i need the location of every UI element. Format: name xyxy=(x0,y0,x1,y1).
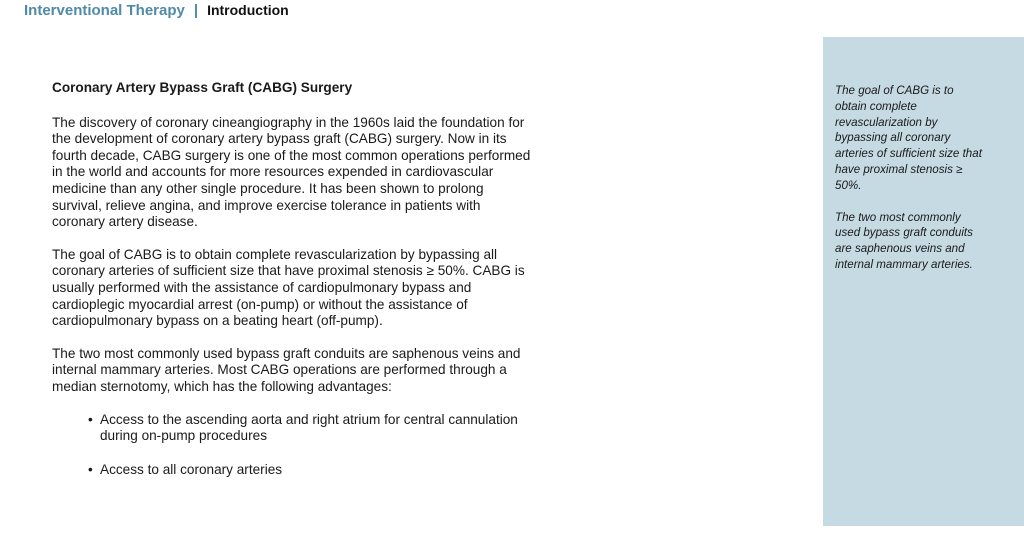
bullet-icon: • xyxy=(88,461,93,477)
sidebar-paragraph-goal: The goal of CABG is to obtain complete revascularization by bypassing all coronary arteries of sufficient size that have proximal stenosis ≥ 50%. xyxy=(835,84,982,192)
sidebar-text xyxy=(835,83,985,289)
list-item-text: Access to the ascending aorta and right atrium for central cannulation during on-pump procedures xyxy=(100,411,518,444)
section-title: Coronary Artery Bypass Graft (CABG) Surgery xyxy=(52,80,353,95)
header-page-title: Introduction xyxy=(207,2,289,18)
list-item xyxy=(88,462,532,479)
paragraph-history: The discovery of coronary cineangiography in the 1960s laid the foundation for the development of coronary artery bypass graft (CABG) surgery. Now in its fourth decade, CABG surgery is one of the most common operations performed in the world and accounts for more resources expended in cardiovascular medicine than any other single procedure. It has been shown to prolong survival, relieve angina, and improve exercise tolerance in patients with coronary artery disease. xyxy=(52,114,531,230)
paragraph-conduits: The two most commonly used bypass graft conduits are saphenous veins and internal mammary arteries. Most CABG operations are performed through a median sternotomy, which has the following advantages: xyxy=(52,345,521,394)
main-content xyxy=(52,80,532,495)
page-header xyxy=(24,0,289,20)
paragraph-goal: The goal of CABG is to obtain complete revascularization by bypassing all coronary arteries of sufficient size that have proximal stenosis ≥ 50%. CABG is usually performed with the assistance of cardiopulmonary bypass and cardioplegic myocardial arrest (on-pump) or without the assistance of cardiopulmonary bypass on a beating heart (off-pump). xyxy=(52,246,525,329)
sidebar-paragraph-conduits: The two most commonly used bypass graft conduits are saphenous veins and internal mammary arteries. xyxy=(835,210,973,271)
header-section-label: Interventional Therapy xyxy=(24,1,185,19)
sidebar-callout xyxy=(823,37,1024,526)
header-separator: | xyxy=(193,1,199,19)
bullet-icon: • xyxy=(88,411,93,427)
advantages-list xyxy=(52,412,532,479)
list-item-text: Access to all coronary arteries xyxy=(100,461,283,477)
list-item xyxy=(88,412,532,445)
